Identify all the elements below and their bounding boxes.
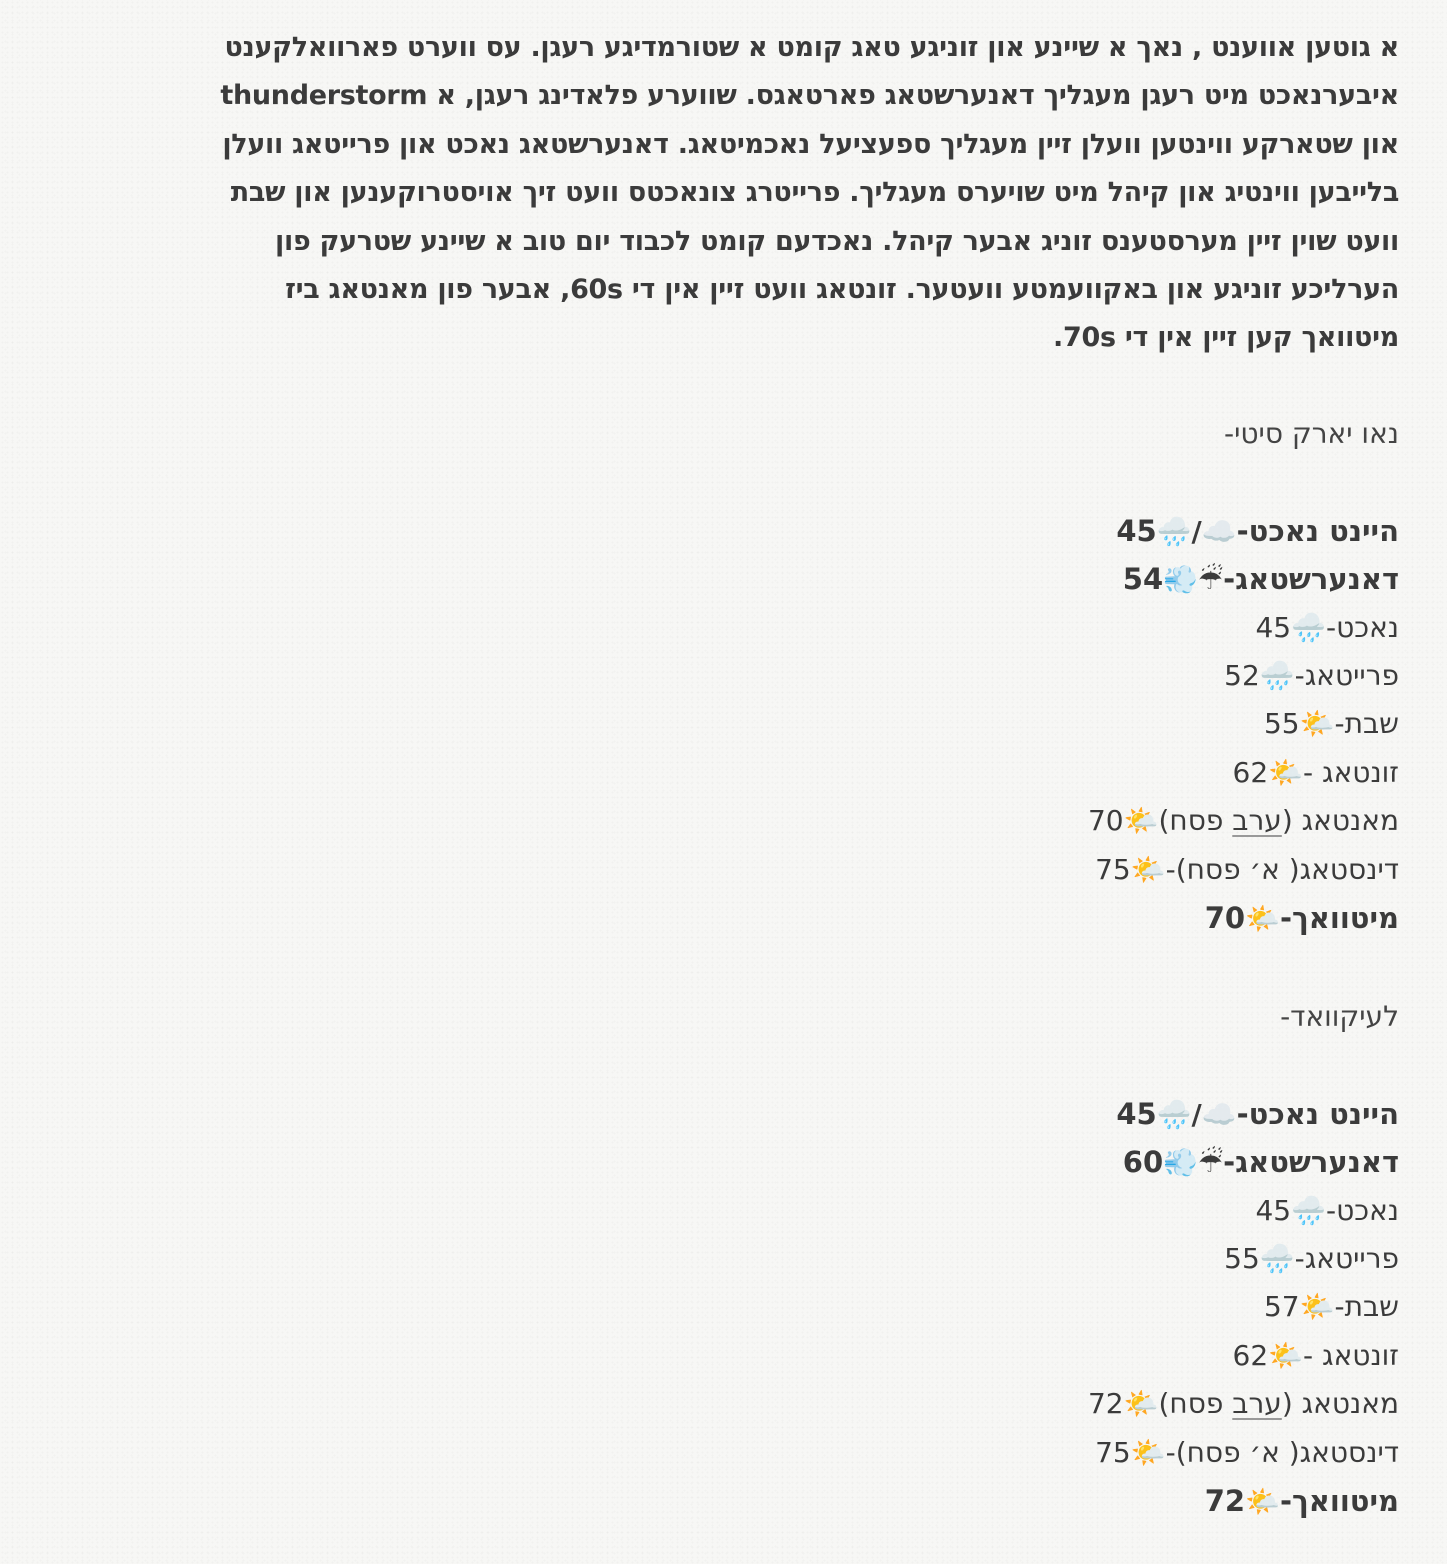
forecast-row: [599, 749, 1399, 797]
temperature: 60: [1122, 1145, 1164, 1180]
forecast-row: [599, 700, 1399, 748]
weather-icon: 🌤️: [1123, 804, 1159, 838]
day-label: מיטוואך-: [1279, 900, 1399, 935]
day-label: זונטאג -: [1303, 1338, 1399, 1372]
day-label: זונטאג -: [1303, 755, 1399, 789]
forecast-row: [599, 1429, 1399, 1477]
temperature: 55: [1224, 1241, 1260, 1275]
temperature: 62: [1232, 1338, 1269, 1372]
weather-icon: ☁️/🌧️: [1156, 1097, 1237, 1131]
forecast-row: [599, 1138, 1399, 1186]
temperature: 72: [1087, 1387, 1124, 1421]
forecast-row: [599, 555, 1399, 603]
temperature: 72: [1204, 1483, 1246, 1518]
weather-icon: 🌤️: [1299, 1290, 1335, 1324]
forecast-row: [599, 604, 1399, 652]
city-heading: נאו יארק סיטי-: [1224, 417, 1399, 450]
weather-icon: 🌤️: [1245, 1484, 1280, 1518]
intro-line: בלייבען ווינטיג און קיהל מיט שויערס מעגליך. פרייטרג צונאכטס וועט זיך אויסטרוקענען און שבת: [230, 177, 1399, 209]
weather-icon: 🌤️: [1123, 1387, 1159, 1421]
temperature: 75: [1095, 1435, 1131, 1469]
forecast-row: [599, 1090, 1399, 1138]
forecast-row: [599, 894, 1399, 942]
weather-icon: ☁️/🌧️: [1156, 514, 1237, 548]
weather-icon: 🌧️: [1291, 610, 1326, 644]
weather-icon: 🌤️: [1268, 755, 1304, 789]
day-label: נאכט-: [1326, 1193, 1399, 1227]
weather-icon: 🌧️: [1291, 1193, 1326, 1227]
intro-line: וועט שוין זיין מערסטענס זוניג אבער קיהל. נאכדעם קומט לכבוד יום טוב א שיינע שטרעק פון: [275, 225, 1399, 257]
forecast-row: [599, 1187, 1399, 1235]
forecast-row: [599, 1477, 1399, 1525]
day-label: דאנערשטאג-: [1223, 1145, 1399, 1180]
weather-icon: 🌤️: [1299, 707, 1335, 741]
temperature: 52: [1224, 658, 1260, 692]
weather-icon: 🌤️: [1268, 1338, 1304, 1372]
forecast-row: [599, 1332, 1399, 1380]
forecast-row: [599, 1283, 1399, 1331]
day-label: שבת-: [1334, 1290, 1399, 1324]
weather-icon: ☔💨: [1163, 1146, 1224, 1180]
day-label: נאכט-: [1326, 610, 1399, 644]
day-label: מאנטאג (ערב פסח): [1158, 1387, 1399, 1421]
intro-line: און שטארקע ווינטען וועלן זיין מעגליך ספעציעל נאכמיטאג. דאנערשטאג נאכט און פרייטאג וועלן: [222, 128, 1399, 160]
forecast-rows: [599, 1090, 1399, 1526]
temperature: 70: [1204, 900, 1246, 935]
day-label: דינסטאג( א׳ פסח)-: [1165, 1435, 1399, 1469]
forecast-section-nyc: [599, 410, 1399, 942]
forecast-row: [599, 1380, 1399, 1428]
intro-line: א גוטען אווענט , נאך א שיינע און זוניגע טאג קומט א שטורמדיגע רעגן. עס ווערט פארוואלקענט: [224, 32, 1399, 63]
forecast-row: [599, 1235, 1399, 1283]
day-label: דינסטאג( א׳ פסח)-: [1165, 852, 1399, 886]
day-label: מיטוואך-: [1279, 1483, 1399, 1518]
forecast-rows: [599, 507, 1399, 943]
temperature: 70: [1087, 804, 1124, 838]
temperature: 55: [1263, 707, 1300, 741]
intro-line: מיטוואך קען זיין אין די 70s.: [1053, 322, 1399, 354]
weather-icon: 🌧️: [1259, 658, 1295, 692]
day-label: שבת-: [1334, 707, 1399, 741]
temperature: 45: [1116, 1096, 1157, 1131]
day-label: מאנטאג (ערב פסח): [1158, 804, 1399, 838]
day-label: פרייטאג-: [1294, 658, 1399, 692]
forecast-section-lakewood: [599, 993, 1399, 1525]
weather-icon: 🌤️: [1130, 1435, 1166, 1469]
weather-icon: 🌤️: [1130, 852, 1166, 886]
forecast-row: [599, 797, 1399, 845]
temperature: 45: [1116, 513, 1157, 548]
day-label: דאנערשטאג-: [1223, 562, 1399, 597]
forecast-intro: [79, 24, 1399, 363]
intro-line: איבערנאכט מיט רעגן מעגליך דאנערשטאג פארטאגס. שווערע פלאדינג רעגן, א thunderstorm: [220, 80, 1399, 112]
temperature: 45: [1255, 610, 1292, 644]
weather-icon: ☔💨: [1163, 563, 1224, 597]
day-label: פרייטאג-: [1294, 1241, 1399, 1275]
temperature: 54: [1122, 562, 1164, 597]
forecast-row: [599, 652, 1399, 700]
forecast-row: [599, 846, 1399, 894]
temperature: 62: [1232, 755, 1269, 789]
intro-line: הערליכע זוניגע און באקוועמטע וועטער. זונטאג וועט זיין אין די 60s, אבער פון מאנטאג ביז: [285, 274, 1399, 306]
day-label: היינט נאכט-: [1236, 513, 1399, 548]
forecast-row: [599, 507, 1399, 555]
weather-icon: 🌧️: [1259, 1241, 1295, 1275]
temperature: 57: [1263, 1290, 1300, 1324]
temperature: 45: [1255, 1193, 1292, 1227]
temperature: 75: [1095, 852, 1131, 886]
city-heading: לעיקוואד-: [1280, 1000, 1399, 1033]
day-label: היינט נאכט-: [1236, 1096, 1399, 1131]
weather-icon: 🌤️: [1245, 901, 1280, 935]
